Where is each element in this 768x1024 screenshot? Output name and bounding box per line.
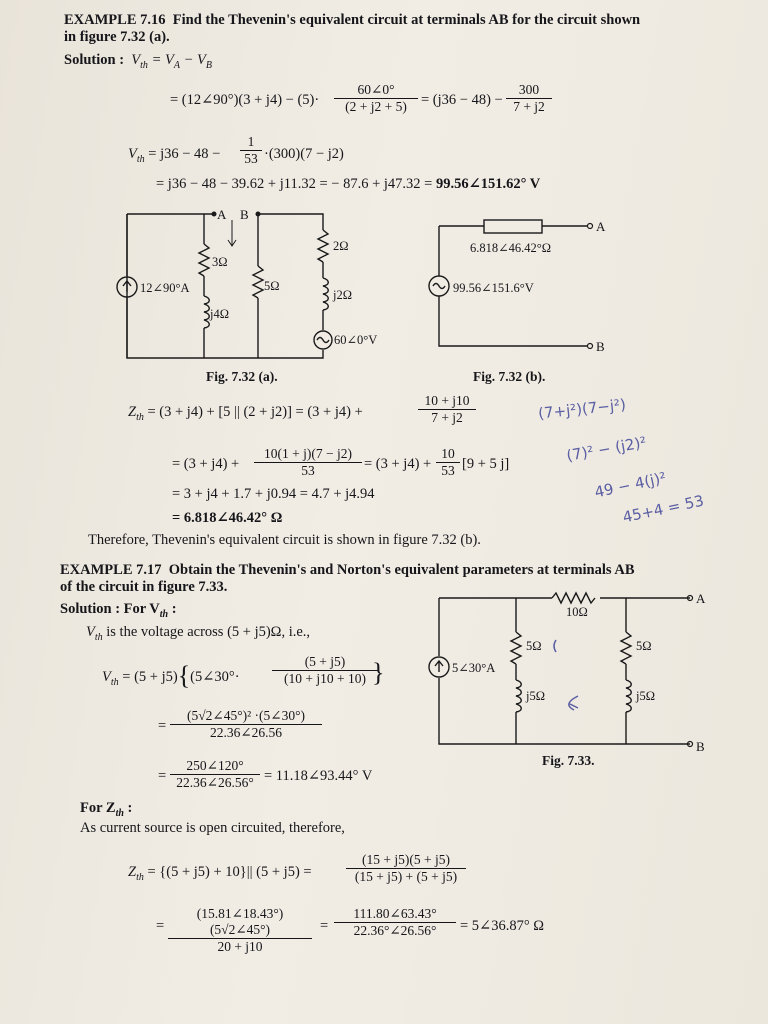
vth-equation-2-right: ·(300)(7 − j2) <box>264 146 344 162</box>
therefore-sentence: Therefore, Thevenin's equivalent circuit is shown in figure 7.32 (b). <box>88 532 481 548</box>
fraction-10-over-53: $\frac{10}{53}$ <box>436 446 460 479</box>
fraction-zth-717: $\frac{(15 + j5)(5 + j5)}{(15 + j5) + (5 + j5)}$ <box>346 852 466 885</box>
equals-sign-step3: = <box>158 768 167 784</box>
handwritten-note-4: 45+4 = 53 <box>621 491 706 527</box>
vth-717-equation: $V_{th} = (5$ + j5){(5∠30°· <box>102 661 240 690</box>
fig-a-resistor-5: 5Ω <box>264 279 280 293</box>
zth-equation-1: $Z_{th} = (3 + j4) + [5$ || (2 + j2)] = (3 + j4) + <box>128 404 363 423</box>
fig-7-33-resistor-5a: 5Ω <box>526 639 542 653</box>
handwritten-note-1: (7+j²)(7−j²) <box>537 395 627 423</box>
fig-a-terminal-a: A <box>217 207 227 222</box>
zth-717-result: = 5∠36.87° Ω <box>460 918 545 934</box>
fig-a-resistor-3: 3Ω <box>212 255 228 269</box>
fig-a-inductor-j4: j4Ω <box>210 307 230 321</box>
open-circuit-sentence: As current source is open circuited, therefore, <box>80 820 345 836</box>
zth-equation-2-right: [9 + 5 j] <box>462 456 510 472</box>
vth-equation-3: = j36 − 48 − 39.62 + j11.32 = − 87.6 + j47.32 = 99.56∠151.62° V <box>156 176 541 192</box>
fig-a-resistor-2: 2Ω <box>333 239 349 253</box>
vth-717-result: = 11.18∠93.44° V <box>264 768 373 784</box>
vth-equation-1-mid: = (j36 − 48) − <box>421 92 503 108</box>
fig-7-33-inductor-j5b: j5Ω <box>636 689 656 703</box>
handwritten-note-2: (7)² − (j2)² <box>565 433 648 465</box>
fraction-5j5-over-10j10-10: $\frac{(5 + j5)}{(10 + j10 + 10)}$ <box>272 654 378 687</box>
vth-equation-1: = (12∠90°)(3 + j4) − (5)· <box>170 92 320 108</box>
fig-7-32b-caption: Fig. 7.32 (b). <box>473 369 546 384</box>
fig-7-33-resistor-10: 10Ω <box>566 605 588 619</box>
example-7-16-title-line2: in figure 7.32 (a). <box>64 29 170 45</box>
fraction-10-1j-7j2-over-53: $\frac{10(1 + j)(7 - j2)}{53}$ <box>254 446 362 479</box>
fraction-zth-final-2: $\frac{111.80\angle 63.43^\circ}{22.36^\circ\angle 26.56^\circ}$ <box>334 906 456 939</box>
fig-7-33-terminal-b: B <box>696 739 705 754</box>
fig-7-33-terminal-a: A <box>696 591 706 606</box>
for-zth-label: For $Z_{th}$ : <box>80 800 133 819</box>
fig-b-terminal-b: B <box>596 339 605 354</box>
zth-equation-2-mid: = (3 + j4) + <box>364 456 432 472</box>
fig-a-terminal-b: B <box>240 207 249 222</box>
zth-equation-3: = 3 + j4 + 1.7 + j0.94 = 4.7 + j4.94 <box>172 486 375 502</box>
fraction-step2: $\frac{\text{(5√2∠45°)² ·(5∠30°)}}{22.36\angle 26.56}$ <box>170 708 322 741</box>
example-7-17-title-line2: of the circuit in figure 7.33. <box>60 579 228 595</box>
fig-7-33-current-source: 5∠30°A <box>452 661 496 675</box>
equals-sign-step2: = <box>158 718 167 734</box>
equals-sign-zth-final: = <box>156 918 165 934</box>
fraction-10j10-over-7j2: $\frac{10 + j10}{7 + j2}$ <box>418 393 476 426</box>
zth-717-equation: $Z_{th} = \{(5 + j5) + 10\}||$ (5 + j5) = <box>128 864 312 883</box>
fraction-60-over-2j2-5: $\frac{60\angle 0^\circ}{(2 + j2 + 5)}$ <box>334 82 418 115</box>
vth-description: $V_{th}$ is the voltage across (5 + j5)Ω, i.e., <box>86 624 311 643</box>
zth-equation-4: = 6.818∠46.42° Ω <box>172 510 283 526</box>
fig-b-terminal-a: A <box>596 219 606 234</box>
equals-sign-zth-final-2: = <box>320 918 329 934</box>
fig-b-voltage-source: 99.56∠151.6°V <box>453 281 534 295</box>
fig-7-33-resistor-5b: 5Ω <box>636 639 652 653</box>
fraction-zth-final-1: $\frac{(15.81\angle 18.43^\circ)(5√2\angle 45^\circ)}{20 + j10}$ <box>168 906 312 955</box>
fraction-step3: $\frac{250\angle 120^\circ}{22.36\angle 26.56^\circ}$ <box>170 758 260 791</box>
fraction-1-over-53: $\frac{1}{53}$ <box>240 134 262 167</box>
vth-equation-2: $V_{th} = j36 - 48$ − <box>128 146 221 165</box>
fig-7-33-caption: Fig. 7.33. <box>542 753 595 768</box>
fig-a-voltage-source: 60∠0°V <box>334 333 378 347</box>
fraction-300-over-7j2: $\frac{300}{7 + j2}$ <box>506 82 552 115</box>
fig-a-inductor-j2: j2Ω <box>333 288 353 302</box>
example-7-16-heading: EXAMPLE 7.16 Find the Thevenin's equivalent circuit at terminals AB for the circuit shown <box>64 12 641 28</box>
zth-equation-2-left: = (3 + j4) + <box>172 456 240 472</box>
handwritten-note-3: 49 − 4(j)² <box>592 468 668 502</box>
fig-7-33-inductor-j5a: j5Ω <box>526 689 546 703</box>
example-7-17-heading: EXAMPLE 7.17 Obtain the Thevenin's and Norton's equivalent parameters at terminals AB <box>60 562 635 578</box>
fig-b-impedance: 6.818∠46.42°Ω <box>470 241 552 255</box>
closing-brace: } <box>372 658 385 687</box>
solution-for-vth: Solution : For $V_{th}$ : <box>60 601 177 620</box>
fig-a-current-source: 12∠90°A <box>140 281 190 295</box>
fig-7-32a-caption: Fig. 7.32 (a). <box>206 369 278 384</box>
solution-vth-definition: Solution : $V_{th} = V_A - V_B$ <box>64 52 212 71</box>
